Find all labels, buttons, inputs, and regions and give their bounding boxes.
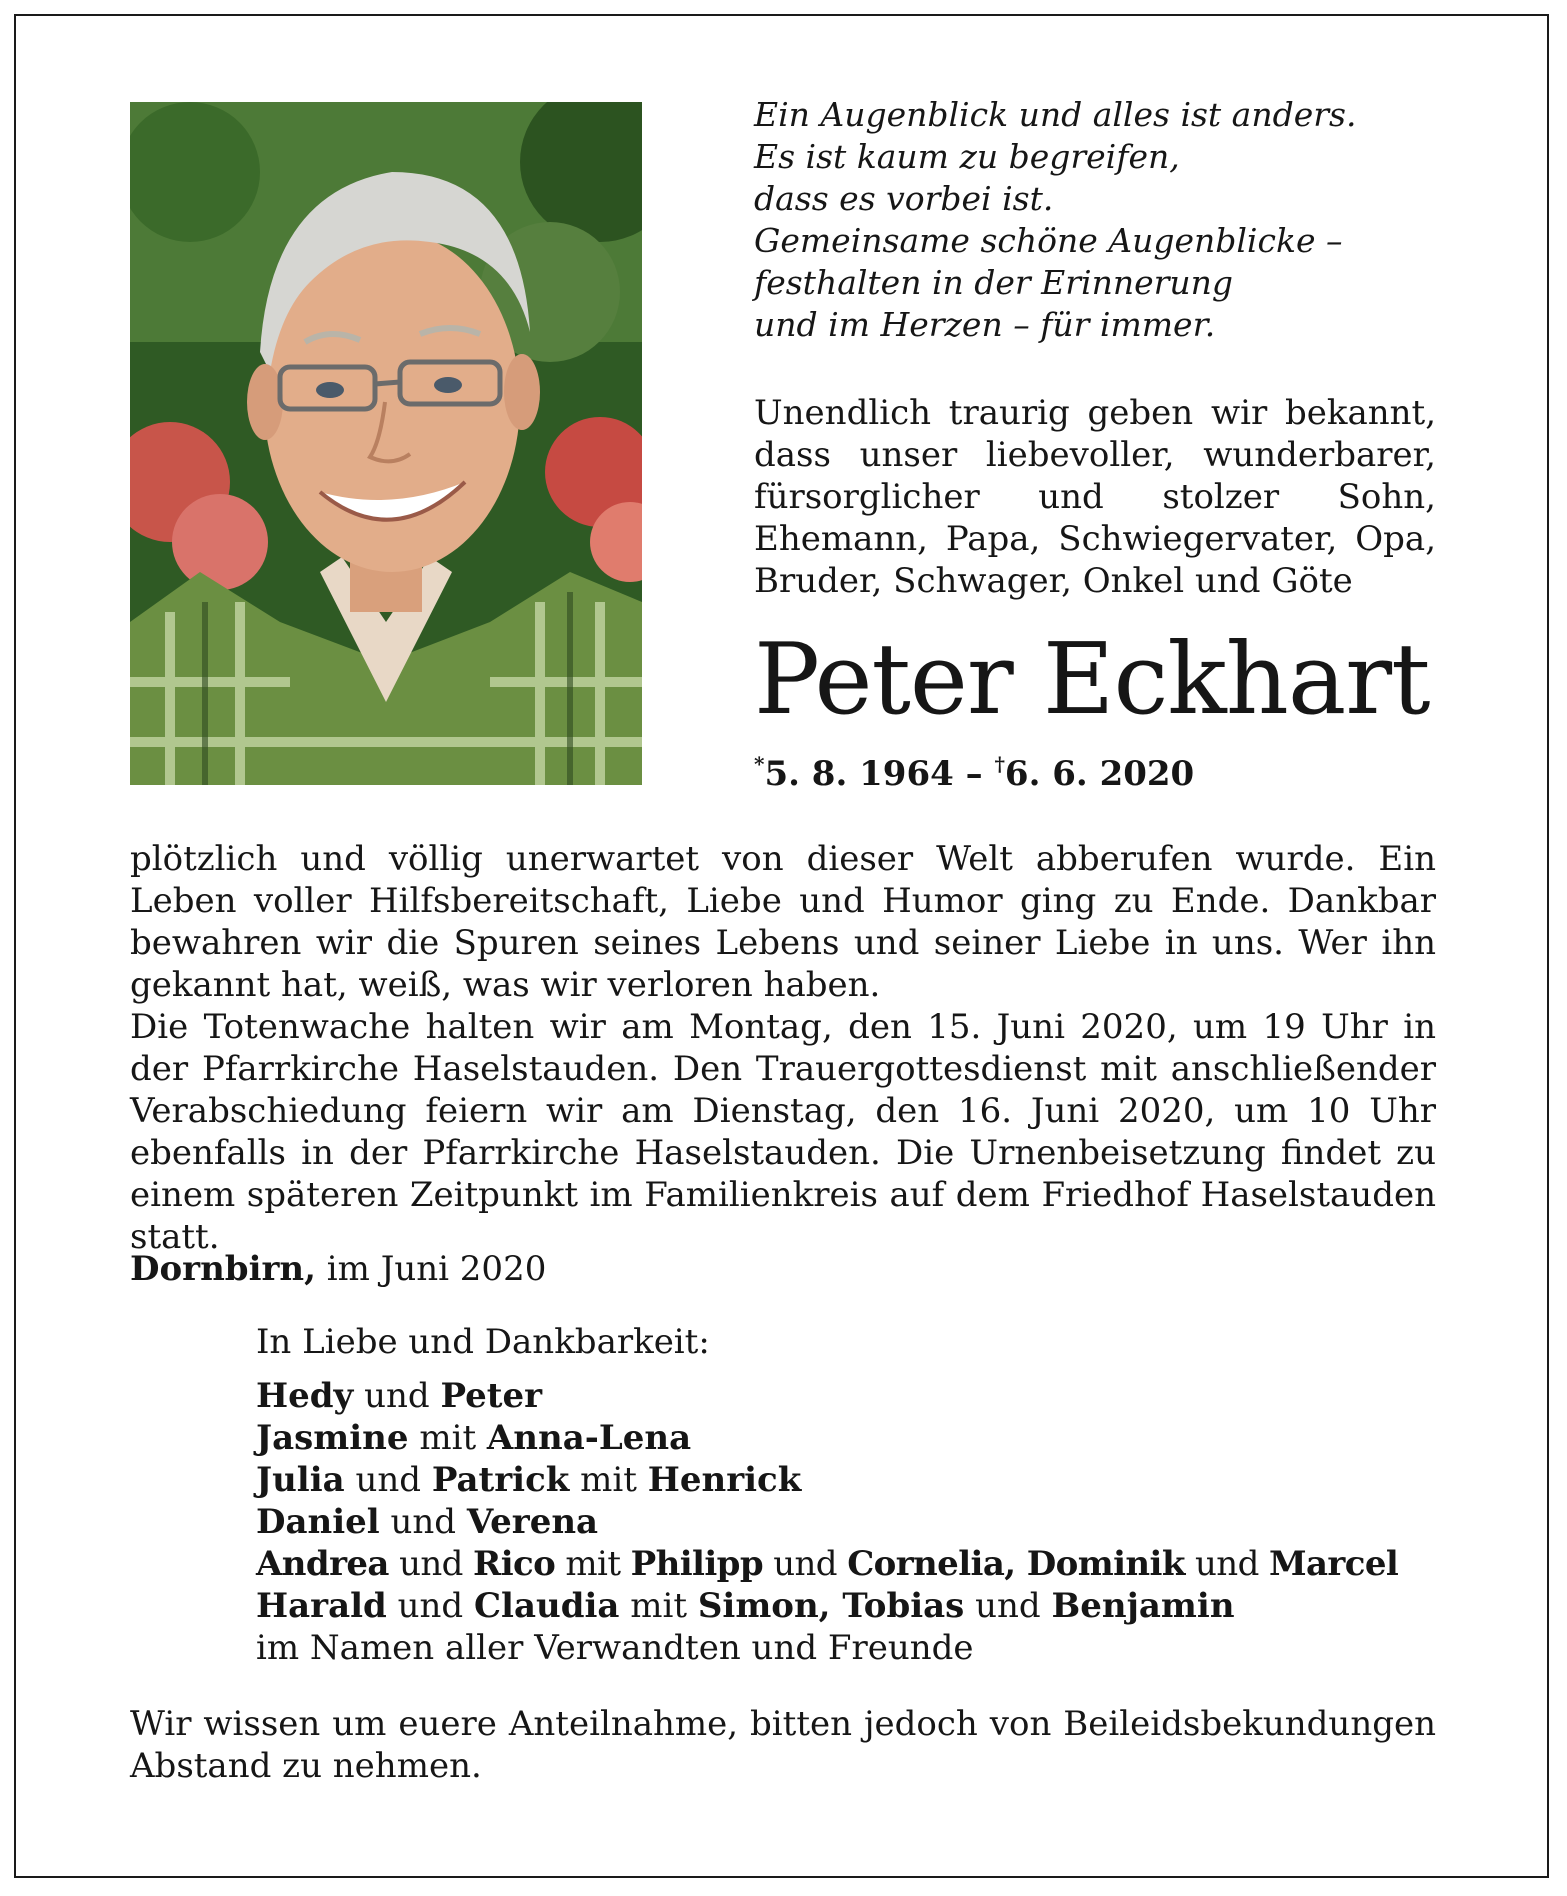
body-paragraph: Die Totenwache halten wir am Montag, den 15. Juni 2020, um 19 Uhr in der Pfarrkirche Haselstauden. Den Trauergottesdienst mit anschließender Verabschiedung feiern wir am Dienstag, den 16. Juni 2020, um 10 Uhr ebenfalls in der Pfarrkirche Haselstauden. Die Urnenbeisetzung findet zu einem späteren Zeitpunkt im Familienkreis auf dem Friedhof Haselstauden statt. xyxy=(130,1007,1436,1257)
family-joiner: mit xyxy=(555,1544,631,1584)
place-and-date xyxy=(130,1249,546,1289)
family-row xyxy=(256,1417,1436,1459)
family-heading: In Liebe und Dankbarkeit: xyxy=(256,1322,710,1362)
family-name: Rico xyxy=(473,1544,556,1584)
poem-line: festhalten in der Erinnerung xyxy=(754,263,1234,302)
death-symbol: † xyxy=(994,752,1005,776)
family-joiner: und xyxy=(344,1460,432,1500)
family-name: Daniel xyxy=(256,1502,380,1542)
family-joiner: und xyxy=(386,1586,474,1626)
family-name: Hedy xyxy=(256,1376,354,1416)
family-name: Jasmine xyxy=(256,1418,409,1458)
announcement-body xyxy=(130,838,1436,1258)
place-city: Dornbirn, xyxy=(130,1249,316,1289)
family-name: Philipp xyxy=(630,1544,763,1584)
family-name: Anna-Lena xyxy=(486,1418,692,1458)
family-row xyxy=(256,1543,1436,1585)
deceased-name: Peter Eckhart xyxy=(754,623,1430,737)
poem-line: und im Herzen – für immer. xyxy=(754,305,1216,344)
family-name: Andrea xyxy=(256,1544,389,1584)
family-row xyxy=(256,1585,1436,1627)
family-joiner: und xyxy=(763,1544,848,1584)
portrait-photo xyxy=(130,102,642,785)
death-date: 6. 6. 2020 xyxy=(1004,754,1195,794)
family-joiner: und xyxy=(964,1586,1052,1626)
portrait-illustration xyxy=(130,102,642,785)
announcement-intro: Unendlich traurig geben wir bekannt, dass unser liebevoller, wunderbarer, fürsorglicher und stolzer Sohn, Ehemann, Papa, Schwiegervater, Opa, Bruder, Schwager, Onkel und Göte xyxy=(754,393,1436,601)
family-joiner: mit xyxy=(619,1586,698,1626)
family-row xyxy=(256,1459,1436,1501)
family-joiner: mit xyxy=(408,1418,487,1458)
family-name: Benjamin xyxy=(1051,1586,1235,1626)
family-joiner: und xyxy=(388,1544,474,1584)
date-separator: – xyxy=(953,754,995,794)
family-name: Claudia xyxy=(473,1586,620,1626)
family-joiner: und xyxy=(1184,1544,1269,1584)
poem-line: Es ist kaum zu begreifen, xyxy=(754,137,1180,176)
body-paragraph: plötzlich und völlig unerwartet von dieser Welt abberufen wurde. Ein Leben voller Hilfsbereitschaft, Liebe und Humor ging zu Ende. Dankbar bewahren wir die Spuren seines Lebens und seiner Liebe in uns. Wer ihn gekannt hat, weiß, was wir verloren haben. xyxy=(130,839,1436,1005)
family-row xyxy=(256,1375,1436,1417)
family-row xyxy=(256,1501,1436,1543)
memorial-poem xyxy=(754,94,1454,346)
life-dates xyxy=(754,752,1194,794)
poem-line: dass es vorbei ist. xyxy=(754,179,1054,218)
family-footer: im Namen aller Verwandten und Freunde xyxy=(256,1628,974,1668)
family-name: Simon, Tobias xyxy=(697,1586,965,1626)
poem-line: Ein Augenblick und alles ist anders. xyxy=(754,95,1357,134)
family-name: Verena xyxy=(466,1502,599,1542)
family-name: Cornelia, Dominik xyxy=(847,1544,1185,1584)
family-name: Julia xyxy=(256,1460,345,1500)
family-name: Harald xyxy=(256,1586,387,1626)
family-name: Marcel xyxy=(1268,1544,1399,1584)
closing-request: Wir wissen um euere Anteilnahme, bitten jedoch von Beileidsbekundungen Abstand zu nehmen. xyxy=(130,1704,1436,1786)
family-joiner: mit xyxy=(569,1460,648,1500)
birth-date: 5. 8. 1964 xyxy=(764,754,954,794)
family-signatures xyxy=(256,1321,1436,1669)
family-joiner: und xyxy=(379,1502,467,1542)
place-date: im Juni 2020 xyxy=(315,1249,547,1289)
birth-symbol: * xyxy=(754,752,765,776)
family-name: Peter xyxy=(440,1376,543,1416)
family-name: Henrick xyxy=(647,1460,802,1500)
poem-line: Gemeinsame schöne Augenblicke – xyxy=(754,221,1343,260)
family-joiner: und xyxy=(353,1376,441,1416)
family-name: Patrick xyxy=(431,1460,570,1500)
